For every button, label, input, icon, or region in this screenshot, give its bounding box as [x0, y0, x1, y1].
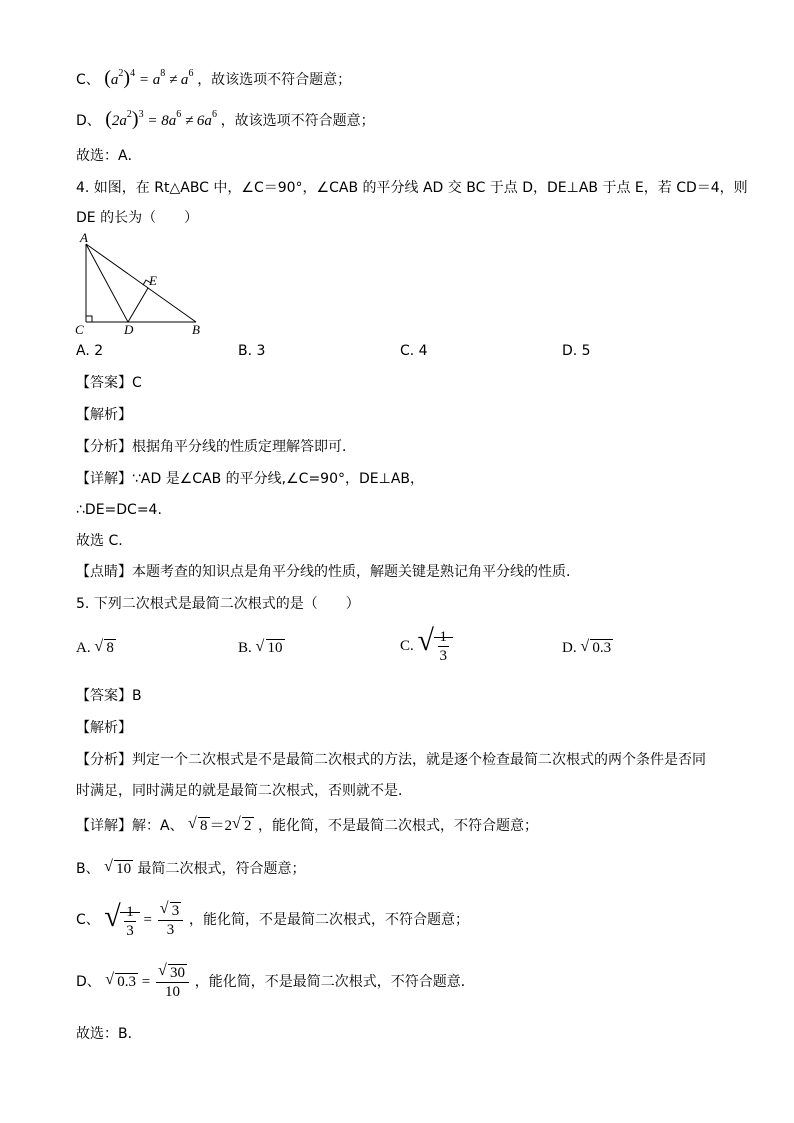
q5-xiangjie-d: D、 √ 0.3 = √ 30 10 ，能化简，不是最简二次根式，不符合题意． [76, 962, 475, 1001]
q3-c-tail: ，故该选项不符合题意； [197, 72, 352, 88]
perpendicular-de [128, 288, 148, 322]
q5-fenxi-line1: 【分析】判定一个二次根式是不是最简二次根式的方法，就是逐个检查最简二次根式的两个条件是否同 [76, 752, 706, 768]
bisector-ad [86, 244, 128, 322]
q5-option-d: D. √ 0.3 [562, 638, 612, 656]
q5-option-c: C. √ $\frac{1}{3}$ [400, 628, 453, 665]
side-ab [86, 244, 196, 322]
q4-option-b: B. 3 [238, 343, 266, 359]
q5-choose: 故选：B． [76, 1026, 142, 1042]
triangle-figure [72, 232, 222, 338]
q5-option-b: B. √ 10 [238, 638, 283, 656]
q4-option-d: D. 5 [562, 343, 591, 359]
q4-answer: 【答案】C [76, 375, 142, 391]
label-d: D [124, 322, 134, 337]
q3-option-d-line [76, 109, 375, 131]
sqrt-8: √ 8 [94, 638, 114, 656]
q4-option-a: A. 2 [76, 343, 104, 359]
q5-xiangjie-c: C、 √ $\frac{1}{3}$ = √ 3 3 ，能化简，不是最简二次根式，不符合题意； [76, 899, 469, 939]
q3-d-tail: ，故该选项不符合题意； [220, 113, 375, 129]
q5-stem: 5. 下列二次根式是最简二次根式的是（ ） [76, 596, 360, 612]
q3-choose: 故选：A． [76, 148, 142, 164]
q5-fenxi-line2: 时满足，同时满足的就是最简二次根式，否则就不是． [76, 783, 412, 799]
q4-stem-line1: 4. 如图，在 Rt△ABC 中，∠C＝90°，∠CAB 的平分线 AD 交 BC 于点 D，DE⊥AB 于点 E，若 CD＝4，则 [76, 180, 748, 196]
q4-therefore: ∴DE=DC=4. [76, 502, 162, 518]
q5-xiangjie-b: B、 √ 10 最简二次根式，符合题意； [76, 858, 306, 877]
label-a: A [80, 232, 88, 245]
q4-option-c: C. 4 [400, 343, 428, 359]
label-c: C [75, 322, 84, 337]
q4-choose: 故选 C. [76, 533, 123, 549]
q5-option-a: A. √ 8 [76, 638, 114, 656]
right-angle-c-mark [86, 316, 92, 322]
q3-d-expression: $(2a^2)^3 = 8a^6 \ne 6a^6$ [105, 108, 217, 130]
q3-d-prefix: D、 [76, 113, 101, 129]
sqrt-one-third: √ $\frac{1}{3}$ [418, 628, 454, 665]
sqrt-0-3: √ 0.3 [580, 638, 612, 656]
q4-dianjing: 【点睛】本题考查的知识点是角平分线的性质，解题关键是熟记角平分线的性质. [76, 564, 571, 580]
label-e: E [149, 273, 157, 288]
q3-c-expression: $(a^2)^4 = a^8 \ne a^6$ [104, 67, 194, 89]
q4-fenxi: 【分析】根据角平分线的性质定理解答即可． [76, 439, 356, 455]
q4-xiangjie: 【详解】∵AD 是∠CAB 的平分线,∠C=90°，DE⊥AB， [76, 471, 424, 487]
q4-analysis-title: 【解析】 [76, 407, 132, 423]
q5-analysis-title: 【解析】 [76, 720, 132, 736]
q3-option-c-line [76, 68, 351, 90]
q5-answer: 【答案】B [76, 688, 142, 704]
q5-xiangjie-a: 【详解】解：A、 √ 8 ＝2 √ 2 ，能化简，不是最简二次根式，不符合题意； [76, 815, 538, 834]
sqrt-10: √ 10 [255, 638, 283, 656]
label-b: B [192, 322, 200, 337]
q4-stem-line2: DE 的长为（ ） [76, 210, 199, 226]
q3-c-prefix: C、 [76, 72, 100, 88]
